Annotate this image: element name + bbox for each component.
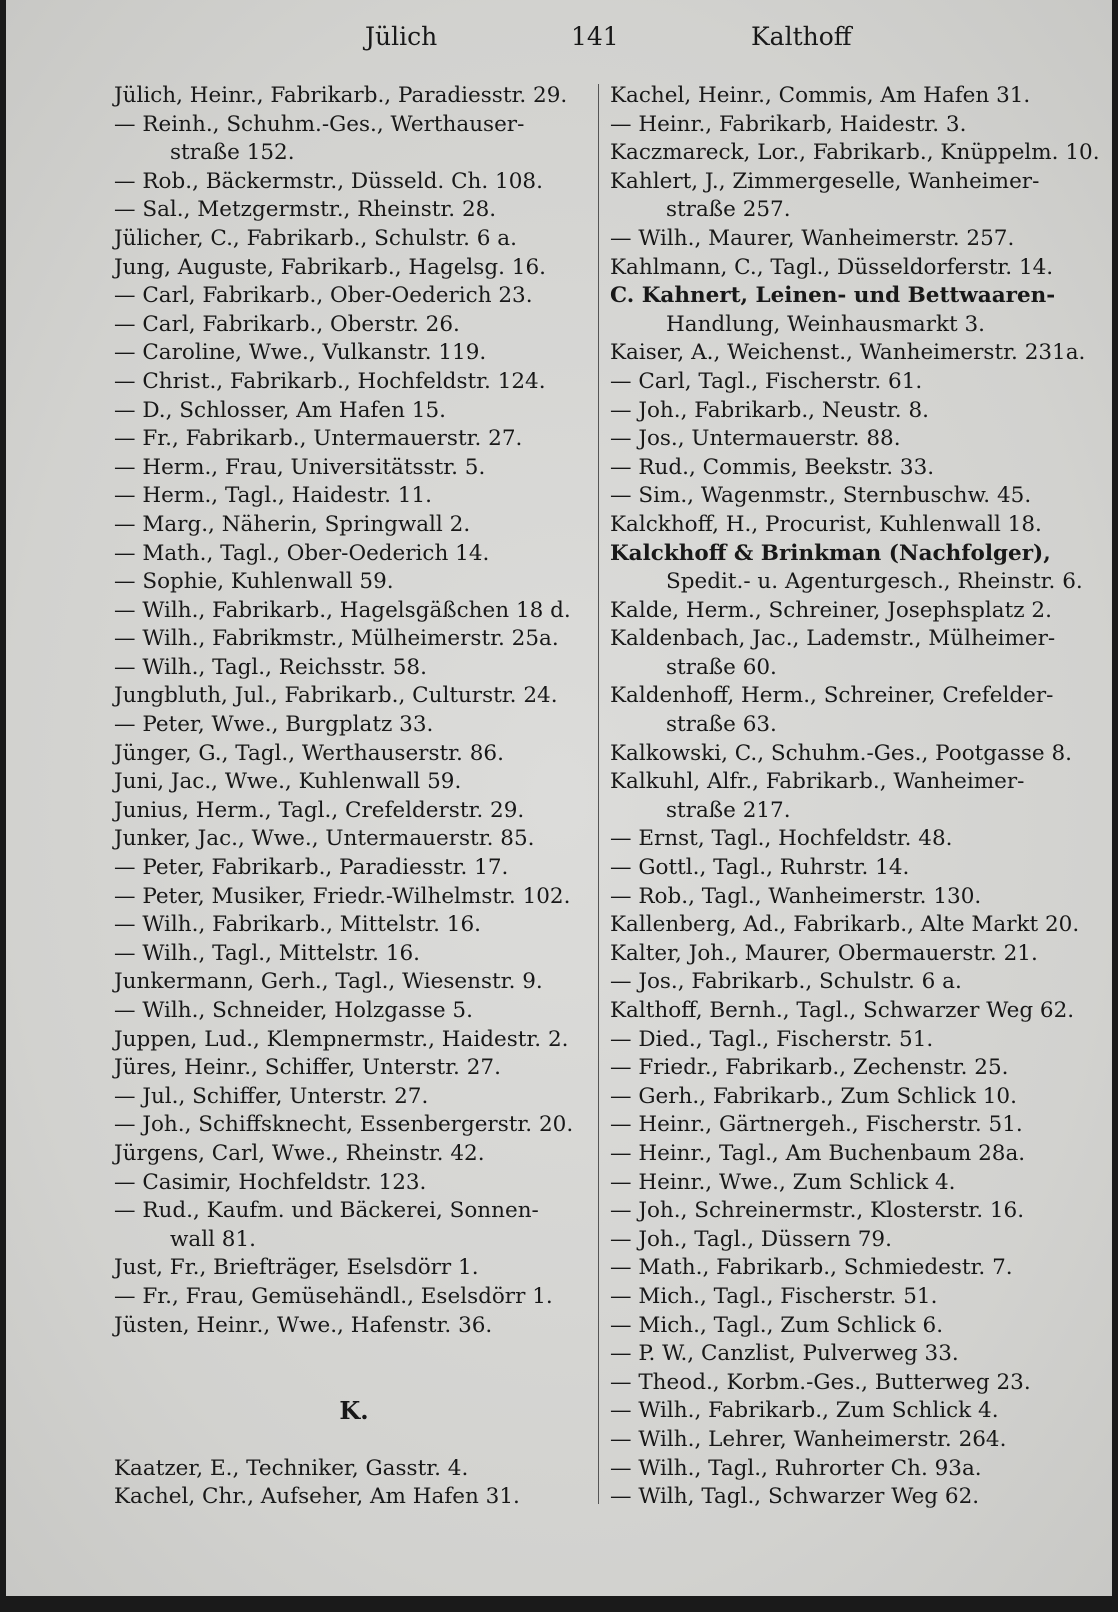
page-number: 141 xyxy=(571,22,619,51)
entry: — Christ., Fabrikarb., Hochfeldstr. 124. xyxy=(114,368,546,394)
entry: — Peter, Fabrikarb., Paradiesstr. 17. xyxy=(114,855,509,881)
entry: — Heinr., Tagl., Am Buchenbaum 28a. xyxy=(610,1140,1026,1166)
entry: — Wilh., Tagl., Ruhrorter Ch. 93a. xyxy=(610,1455,982,1481)
entry: Kaczmareck, Lor., Fabrikarb., Knüppelm. 10. xyxy=(610,140,1100,166)
entry: — Casimir, Hochfeldstr. 123. xyxy=(114,1169,427,1195)
entry: Kahlmann, C., Tagl., Düsseldorferstr. 14. xyxy=(610,254,1054,280)
entry: — Rud., Kaufm. und Bäckerei, Sonnen- xyxy=(114,1198,539,1224)
entry-continuation: wall 81. xyxy=(170,1226,256,1252)
entry-continuation: straße 60. xyxy=(666,654,777,680)
left-column xyxy=(114,82,584,1512)
entry: Jüres, Heinr., Schiffer, Unterstr. 27. xyxy=(114,1055,501,1081)
entry: — Herm., Frau, Universitätsstr. 5. xyxy=(114,454,486,480)
entry: — Wilh., Tagl., Reichsstr. 58. xyxy=(114,654,427,680)
entry: — Marg., Näherin, Springwall 2. xyxy=(114,511,471,537)
entry: — Mich., Tagl., Zum Schlick 6. xyxy=(610,1312,944,1338)
entry: — Caroline, Wwe., Vulkanstr. 119. xyxy=(114,340,487,366)
right-column xyxy=(610,82,1100,1512)
entry: — Wilh., Lehrer, Wanheimerstr. 264. xyxy=(610,1426,1007,1452)
entry: — D., Schlosser, Am Hafen 15. xyxy=(114,397,446,423)
entry: Jung, Auguste, Fabrikarb., Hagelsg. 16. xyxy=(114,254,546,280)
entry: — Joh., Schreinermstr., Klosterstr. 16. xyxy=(610,1198,1025,1224)
entry: Jülich, Heinr., Fabrikarb., Paradiesstr. 29. xyxy=(114,83,568,108)
entry: Junius, Herm., Tagl., Crefelderstr. 29. xyxy=(114,797,525,823)
entry: — Heinr., Wwe., Zum Schlick 4. xyxy=(610,1169,956,1195)
entry: — Wilh., Maurer, Wanheimerstr. 257. xyxy=(610,225,1015,251)
entry: Kalckhoff, H., Procurist, Kuhlenwall 18. xyxy=(610,511,1042,537)
entry: — Sal., Metzgermstr., Rheinstr. 28. xyxy=(114,197,497,223)
column-divider xyxy=(598,84,599,1504)
entry-continuation: straße 217. xyxy=(666,797,791,823)
entry: — Herm., Tagl., Haidestr. 11. xyxy=(114,483,432,509)
entry: — Heinr., Fabrikarb, Haidestr. 3. xyxy=(610,111,967,137)
entry: Just, Fr., Briefträger, Eselsdörr 1. xyxy=(114,1255,479,1281)
entry: — Carl, Fabrikarb., Ober-Oederich 23. xyxy=(114,283,533,309)
entry: — Jul., Schiffer, Unterstr. 27. xyxy=(114,1083,429,1109)
entry: Kachel, Chr., Aufseher, Am Hafen 31. xyxy=(114,1484,520,1510)
entry: — Jos., Untermauerstr. 88. xyxy=(610,426,901,452)
entry: — Theod., Korbm.-Ges., Butterweg 23. xyxy=(610,1369,1031,1395)
entry-continuation: straße 63. xyxy=(666,712,777,738)
entry: Juppen, Lud., Klempnermstr., Haidestr. 2. xyxy=(114,1026,569,1052)
entry: — Wilh, Tagl., Schwarzer Weg 62. xyxy=(610,1484,980,1510)
entry: Jünger, G., Tagl., Werthauserstr. 86. xyxy=(114,740,504,766)
entry: — Fr., Frau, Gemüsehändl., Eselsdörr 1. xyxy=(114,1283,553,1309)
entry: — Math., Tagl., Ober-Oederich 14. xyxy=(114,540,490,566)
entry: — Wilh., Fabrikarb., Hagelsgäßchen 18 d. xyxy=(114,597,571,623)
entry: — Friedr., Fabrikarb., Zechenstr. 25. xyxy=(610,1055,1009,1081)
entry: Kalter, Joh., Maurer, Obermauerstr. 21. xyxy=(610,940,1038,966)
entry: — Math., Fabrikarb., Schmiedestr. 7. xyxy=(610,1255,1013,1281)
entry: — Wilh., Fabrikarb., Mittelstr. 16. xyxy=(114,912,481,938)
entry: Kalkowski, C., Schuhm.-Ges., Pootgasse 8. xyxy=(610,740,1072,766)
entry: — Jos., Fabrikarb., Schulstr. 6 a. xyxy=(610,969,962,995)
entry: — Peter, Wwe., Burgplatz 33. xyxy=(114,712,434,738)
entry-continuation: straße 152. xyxy=(170,140,295,166)
entry: — P. W., Canzlist, Pulverweg 33. xyxy=(610,1341,959,1367)
header-right-keyword: Kalthoff xyxy=(751,22,852,51)
entry: — Mich., Tagl., Fischerstr. 51. xyxy=(610,1283,938,1309)
entry: — Reinh., Schuhm.-Ges., Werthauser- xyxy=(114,111,525,137)
entry: — Peter, Musiker, Friedr.-Wilhelmstr. 102. xyxy=(114,883,571,909)
entry: — Wilh., Fabrikarb., Zum Schlick 4. xyxy=(610,1398,999,1424)
entry: Jürgens, Carl, Wwe., Rheinstr. 42. xyxy=(114,1140,485,1166)
entry: Kalde, Herm., Schreiner, Josephsplatz 2. xyxy=(610,597,1052,623)
header-left-keyword: Jülich xyxy=(365,22,438,51)
entry: — Gerh., Fabrikarb., Zum Schlick 10. xyxy=(610,1083,1017,1109)
entry: Jungbluth, Jul., Fabrikarb., Culturstr. 24. xyxy=(114,683,558,709)
entry: Kalkuhl, Alfr., Fabrikarb., Wanheimer- xyxy=(610,769,1025,795)
page-header xyxy=(6,22,1112,62)
blank-line xyxy=(114,1369,584,1398)
entry: — Rud., Commis, Beekstr. 33. xyxy=(610,454,935,480)
entry: — Wilh., Tagl., Mittelstr. 16. xyxy=(114,940,421,966)
entry: Kaldenbach, Jac., Lademstr., Mülheimer- xyxy=(610,626,1056,652)
entry: — Wilh., Fabrikmstr., Mülheimerstr. 25a. xyxy=(114,626,559,652)
entry: — Carl, Tagl., Fischerstr. 61. xyxy=(610,368,923,394)
entry-continuation: Handlung, Weinhausmarkt 3. xyxy=(666,311,986,337)
entry: — Wilh., Schneider, Holzgasse 5. xyxy=(114,998,473,1023)
entry-advertisement: C. Kahnert, Leinen- und Bettwaaren- xyxy=(610,283,1056,309)
directory-page xyxy=(6,0,1112,1596)
blank-line xyxy=(114,1340,584,1369)
entry: — Fr., Fabrikarb., Untermauerstr. 27. xyxy=(114,426,523,452)
entry: — Rob., Tagl., Wanheimerstr. 130. xyxy=(610,883,982,909)
entry: Kaldenhoff, Herm., Schreiner, Crefelder- xyxy=(610,683,1054,709)
entry: Kahlert, J., Zimmergeselle, Wanheimer- xyxy=(610,168,1040,194)
entry: — Joh., Schiffsknecht, Essenbergerstr. 20. xyxy=(114,1112,574,1138)
blank-line xyxy=(114,1426,584,1455)
entry: — Joh., Tagl., Düssern 79. xyxy=(610,1226,892,1252)
entry-advertisement: Kalckhoff & Brinkman (Nachfolger), xyxy=(610,540,1051,566)
entry: Jüsten, Heinr., Wwe., Hafenstr. 36. xyxy=(114,1312,493,1338)
entry: — Ernst, Tagl., Hochfeldstr. 48. xyxy=(610,826,953,852)
entry-continuation: Spedit.- u. Agenturgesch., Rheinstr. 6. xyxy=(666,569,1083,595)
entry: Kalthoff, Bernh., Tagl., Schwarzer Weg 62. xyxy=(610,998,1075,1023)
entry: — Sophie, Kuhlenwall 59. xyxy=(114,569,394,595)
entry: Kachel, Heinr., Commis, Am Hafen 31. xyxy=(610,83,1031,108)
entry: — Died., Tagl., Fischerstr. 51. xyxy=(610,1026,934,1052)
entry: Kaatzer, E., Techniker, Gasstr. 4. xyxy=(114,1455,469,1481)
entry-continuation: straße 257. xyxy=(666,197,791,223)
entry: — Gottl., Tagl., Ruhrstr. 14. xyxy=(610,855,910,881)
entry: Junkermann, Gerh., Tagl., Wiesenstr. 9. xyxy=(114,969,543,995)
entry: — Sim., Wagenmstr., Sternbuschw. 45. xyxy=(610,483,1032,509)
entry: Kaiser, A., Weichenst., Wanheimerstr. 231a. xyxy=(610,340,1086,366)
entry: Juni, Jac., Wwe., Kuhlenwall 59. xyxy=(114,769,462,795)
entry: — Joh., Fabrikarb., Neustr. 8. xyxy=(610,397,929,423)
entry: Kallenberg, Ad., Fabrikarb., Alte Markt 20. xyxy=(610,912,1080,938)
entry: — Rob., Bäckermstr., Düsseld. Ch. 108. xyxy=(114,168,543,194)
entry: Jülicher, C., Fabrikarb., Schulstr. 6 a. xyxy=(114,225,517,251)
entry: Junker, Jac., Wwe., Untermauerstr. 85. xyxy=(114,826,535,852)
section-heading: K. xyxy=(339,1396,369,1426)
entry: — Carl, Fabrikarb., Oberstr. 26. xyxy=(114,311,460,337)
entry: — Heinr., Gärtnergeh., Fischerstr. 51. xyxy=(610,1112,1023,1138)
